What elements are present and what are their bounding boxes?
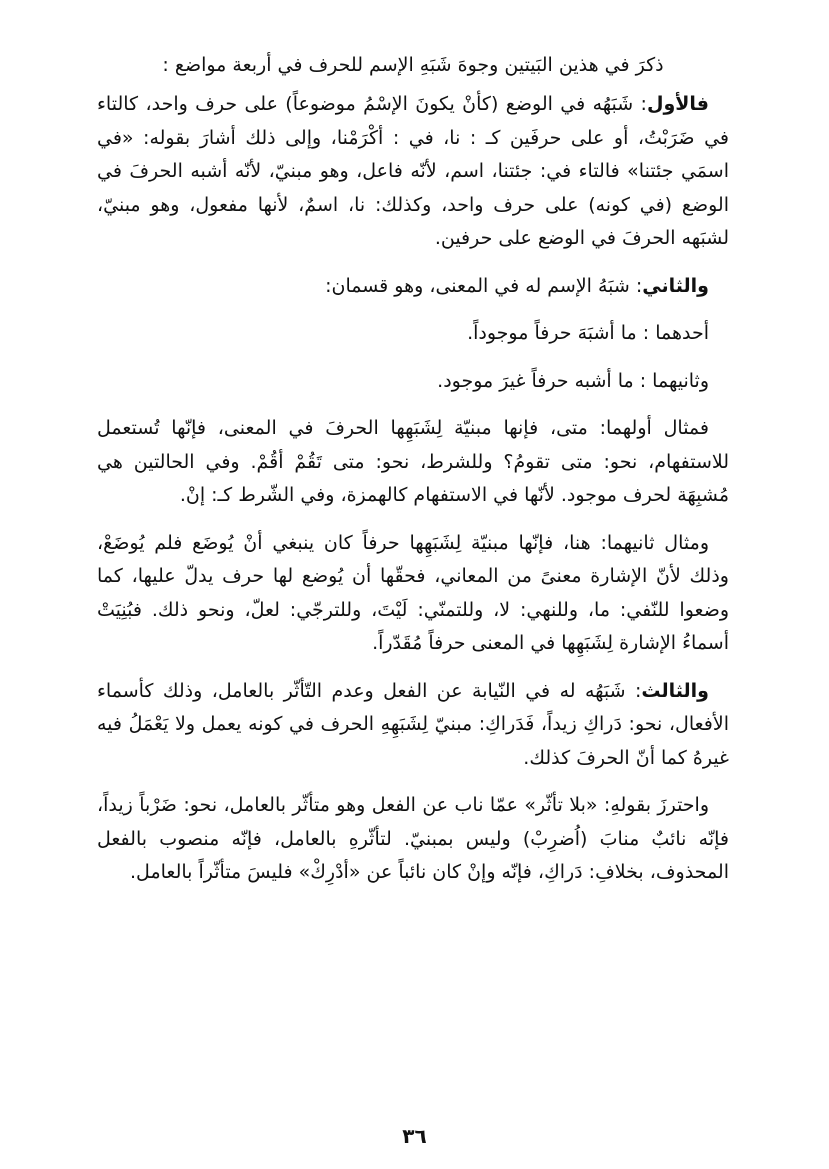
paragraph-example-one: فمثال أولهما: متى، فإنها مبنيّة لِشَبَهِها الحرفَ في المعنى، فإنّها تُستعمل للاستفهام، نحو: متى تقومُ؟ وللشرط، نحو: متى تَقُمْ أقُمْ. وفي الحالتين هي مُشبِهَة لحرف موجود. لأنّها في الاستفهام كالهمزة، وفي الشّرط كـ: إنْ.	[97, 417, 729, 506]
text-first: : شَبَهُه في الوضع (كأنْ يكونَ الإسْمُ موضوعاً) على حرف واحد، كالتاء في ضَرَبْتُ، أو على حرفَين كـ : نا، في : أكْرَمْنا، وإلى ذلك أشارَ بقوله: «في اسمَي جئتنا» فالتاء في: جئتنا، اسم، لأنّه فاعل، وهو مبنيّ، لأنّه أشبه الحرفَ في الوضع (في كونه) على حرف واحد، وكذلك: نا، اسمٌ، لأنها مفعول، وهو مبنيّ، لشبَهه الحرفَ في الوضع على حرفين.	[97, 93, 729, 249]
lead-third: والثالث	[641, 679, 709, 702]
second-second-part: وثانيهما : ما أشبه حرفاً غيرَ موجود.	[437, 369, 709, 392]
second-first-part: أحدهما : ما أشبَهَ حرفاً موجوداً.	[467, 322, 709, 344]
paragraph-second	[97, 270, 729, 304]
lead-second: والثاني	[642, 274, 709, 297]
paragraph-first	[97, 88, 729, 256]
lead-first: فالأول	[646, 93, 709, 115]
paragraph-example-two: ومثال ثانيهما: هنا، فإنّها مبنيّة لِشَبَهِها حرفاً كان ينبغي أنْ يُوضَع فلم يُوضَعْ، وذلك لأنّ الإشارة معنىً من المعاني، فحقّها أن يُوضع لها حرف يدلّ عليها، كما وضعوا للنّفي: ما، وللنهي: لا، وللتمنّي: لَيْتَ، وللترجّي: لعلّ، ونحو ذلك. فبُنِيَتْ أسماءُ الإشارة لِشَبَهِها في المعنى حرفاً مُقَدّراً.	[97, 531, 729, 654]
text-third: : شَبَهُه له في النّيابة عن الفعل وعدم التّأثّر بالعامل، وذلك كأسماء الأفعال، نحو: دَراكِ زيداً، فَدَراكِ: مبنيّ لِشَبَهِهِ الحرف في كونه يعمل ولا يَعْمَلُ فيه غيرهُ كما أنّ الحرفَ كذلك.	[97, 679, 729, 769]
paragraph-exclusion: واحترزَ بقولهِ: «بلا تأثّر» عمّا ناب عن الفعل وهو متأثّر بالعامل، نحو: ضَرْباً زيداً، فإنّه نائبٌ منابَ (اُضرِبْ) وليس بمبنيّ. لتأثّرهِ بالعامل، فإنّه منصوب بالفعل المحذوف، بخلافِ: دَراكِ، فإنّه وإنْ كان نائباً عن «أدْرِكْ» فليسَ متأثّراً بالعامل.	[97, 794, 729, 883]
text-second: : شبَهُ الإسم له في المعنى، وهو قسمان:	[325, 274, 643, 297]
page-body	[97, 48, 729, 904]
page-number: ٣٦	[402, 1124, 427, 1148]
paragraph-third	[97, 675, 729, 776]
intro-line: ذكرَ في هذين البَيتين وجوهَ شَبَهِ الإسم للحرف في أربعة مواضع :	[162, 54, 664, 76]
